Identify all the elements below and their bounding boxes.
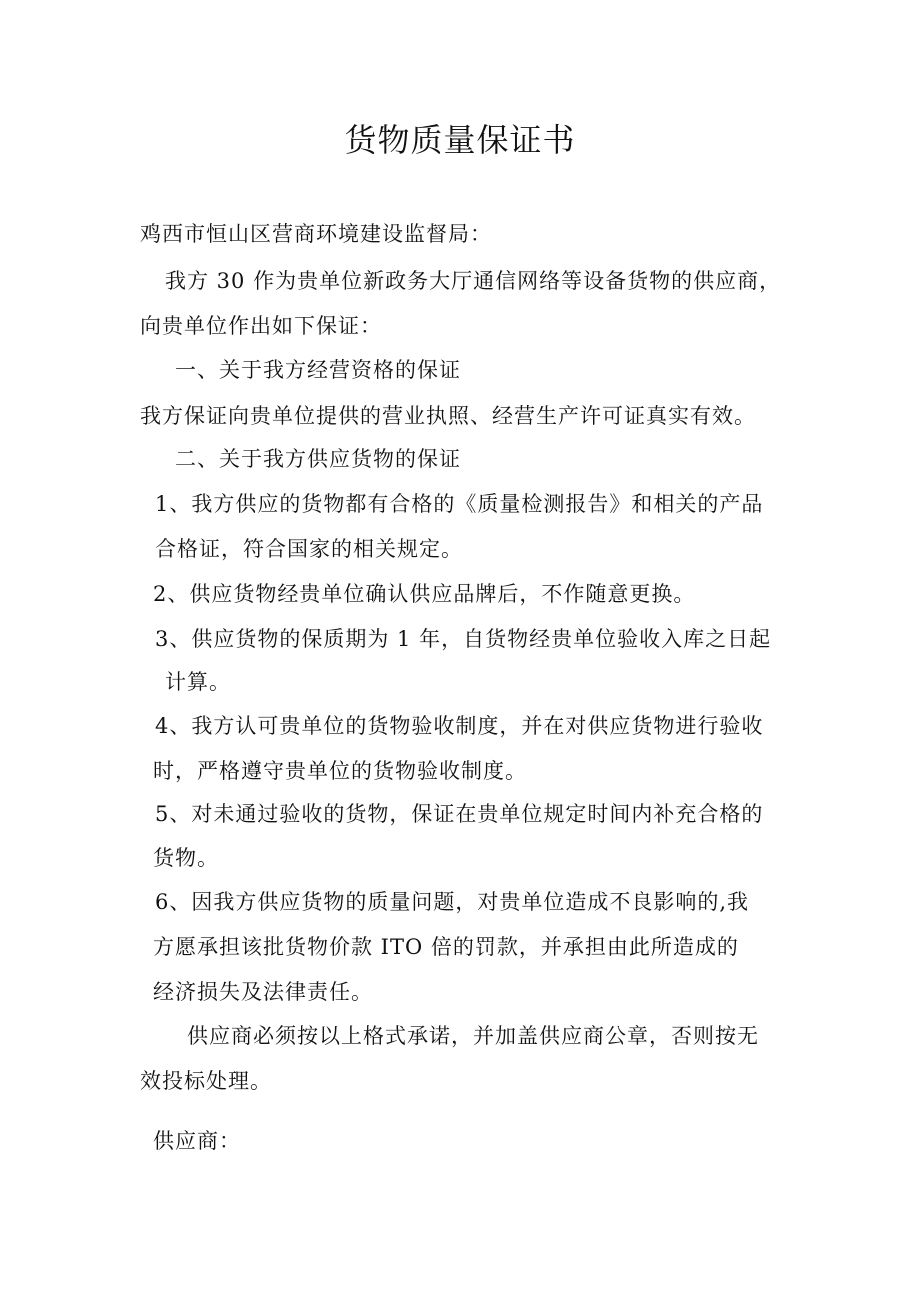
intro-line-1: 我方 30 作为贵单位新政务大厅通信网络等设备货物的供应商，: [165, 269, 782, 293]
note-line-1: 供应商必须按以上格式承诺，并加盖供应商公章，否则按无: [187, 1024, 759, 1048]
supplier-label: 供应商：: [153, 1129, 241, 1153]
note-line-2: 效投标处理。: [140, 1069, 272, 1093]
item-1-line-2: 合格证，符合国家的相关规定。: [155, 537, 463, 561]
item-3-line-1: 3、供应货物的保质期为 1 年，自货物经贵单位验收入库之日起: [155, 627, 772, 651]
intro-line-2: 向贵单位作出如下保证：: [140, 314, 382, 338]
item-3-line-2: 计算。: [165, 670, 231, 694]
item-4-line-2: 时，严格遵守贵单位的货物验收制度。: [153, 759, 527, 783]
section-1-heading: 一、关于我方经营资格的保证: [175, 358, 461, 382]
item-6-line-2: 方愿承担该批货物价款 ITO 倍的罚款，并承担由此所造成的: [153, 935, 739, 959]
section-1-text: 我方保证向贵单位提供的营业执照、经营生产许可证真实有效。: [140, 404, 756, 428]
item-6-line-3: 经济损失及法律责任。: [153, 980, 373, 1004]
document-title: 货物质量保证书: [344, 121, 576, 159]
item-6-line-1: 6、因我方供应货物的质量问题，对贵单位造成不良影响的,我: [155, 890, 750, 914]
addressee: 鸡西市恒山区营商环境建设监督局：: [140, 222, 492, 246]
section-2-heading: 二、关于我方供应货物的保证: [175, 447, 461, 471]
item-5-line-1: 5、对未通过验收的货物，保证在贵单位规定时间内补充合格的: [155, 802, 764, 826]
item-2-line-1: 2、供应货物经贵单位确认供应品牌后，不作随意更换。: [153, 582, 696, 606]
item-1-line-1: 1、我方供应的货物都有合格的《质量检测报告》和相关的产品: [155, 492, 764, 516]
item-4-line-1: 4、我方认可贵单位的货物验收制度，并在对供应货物进行验收: [155, 714, 764, 738]
item-5-line-2: 货物。: [153, 846, 219, 870]
